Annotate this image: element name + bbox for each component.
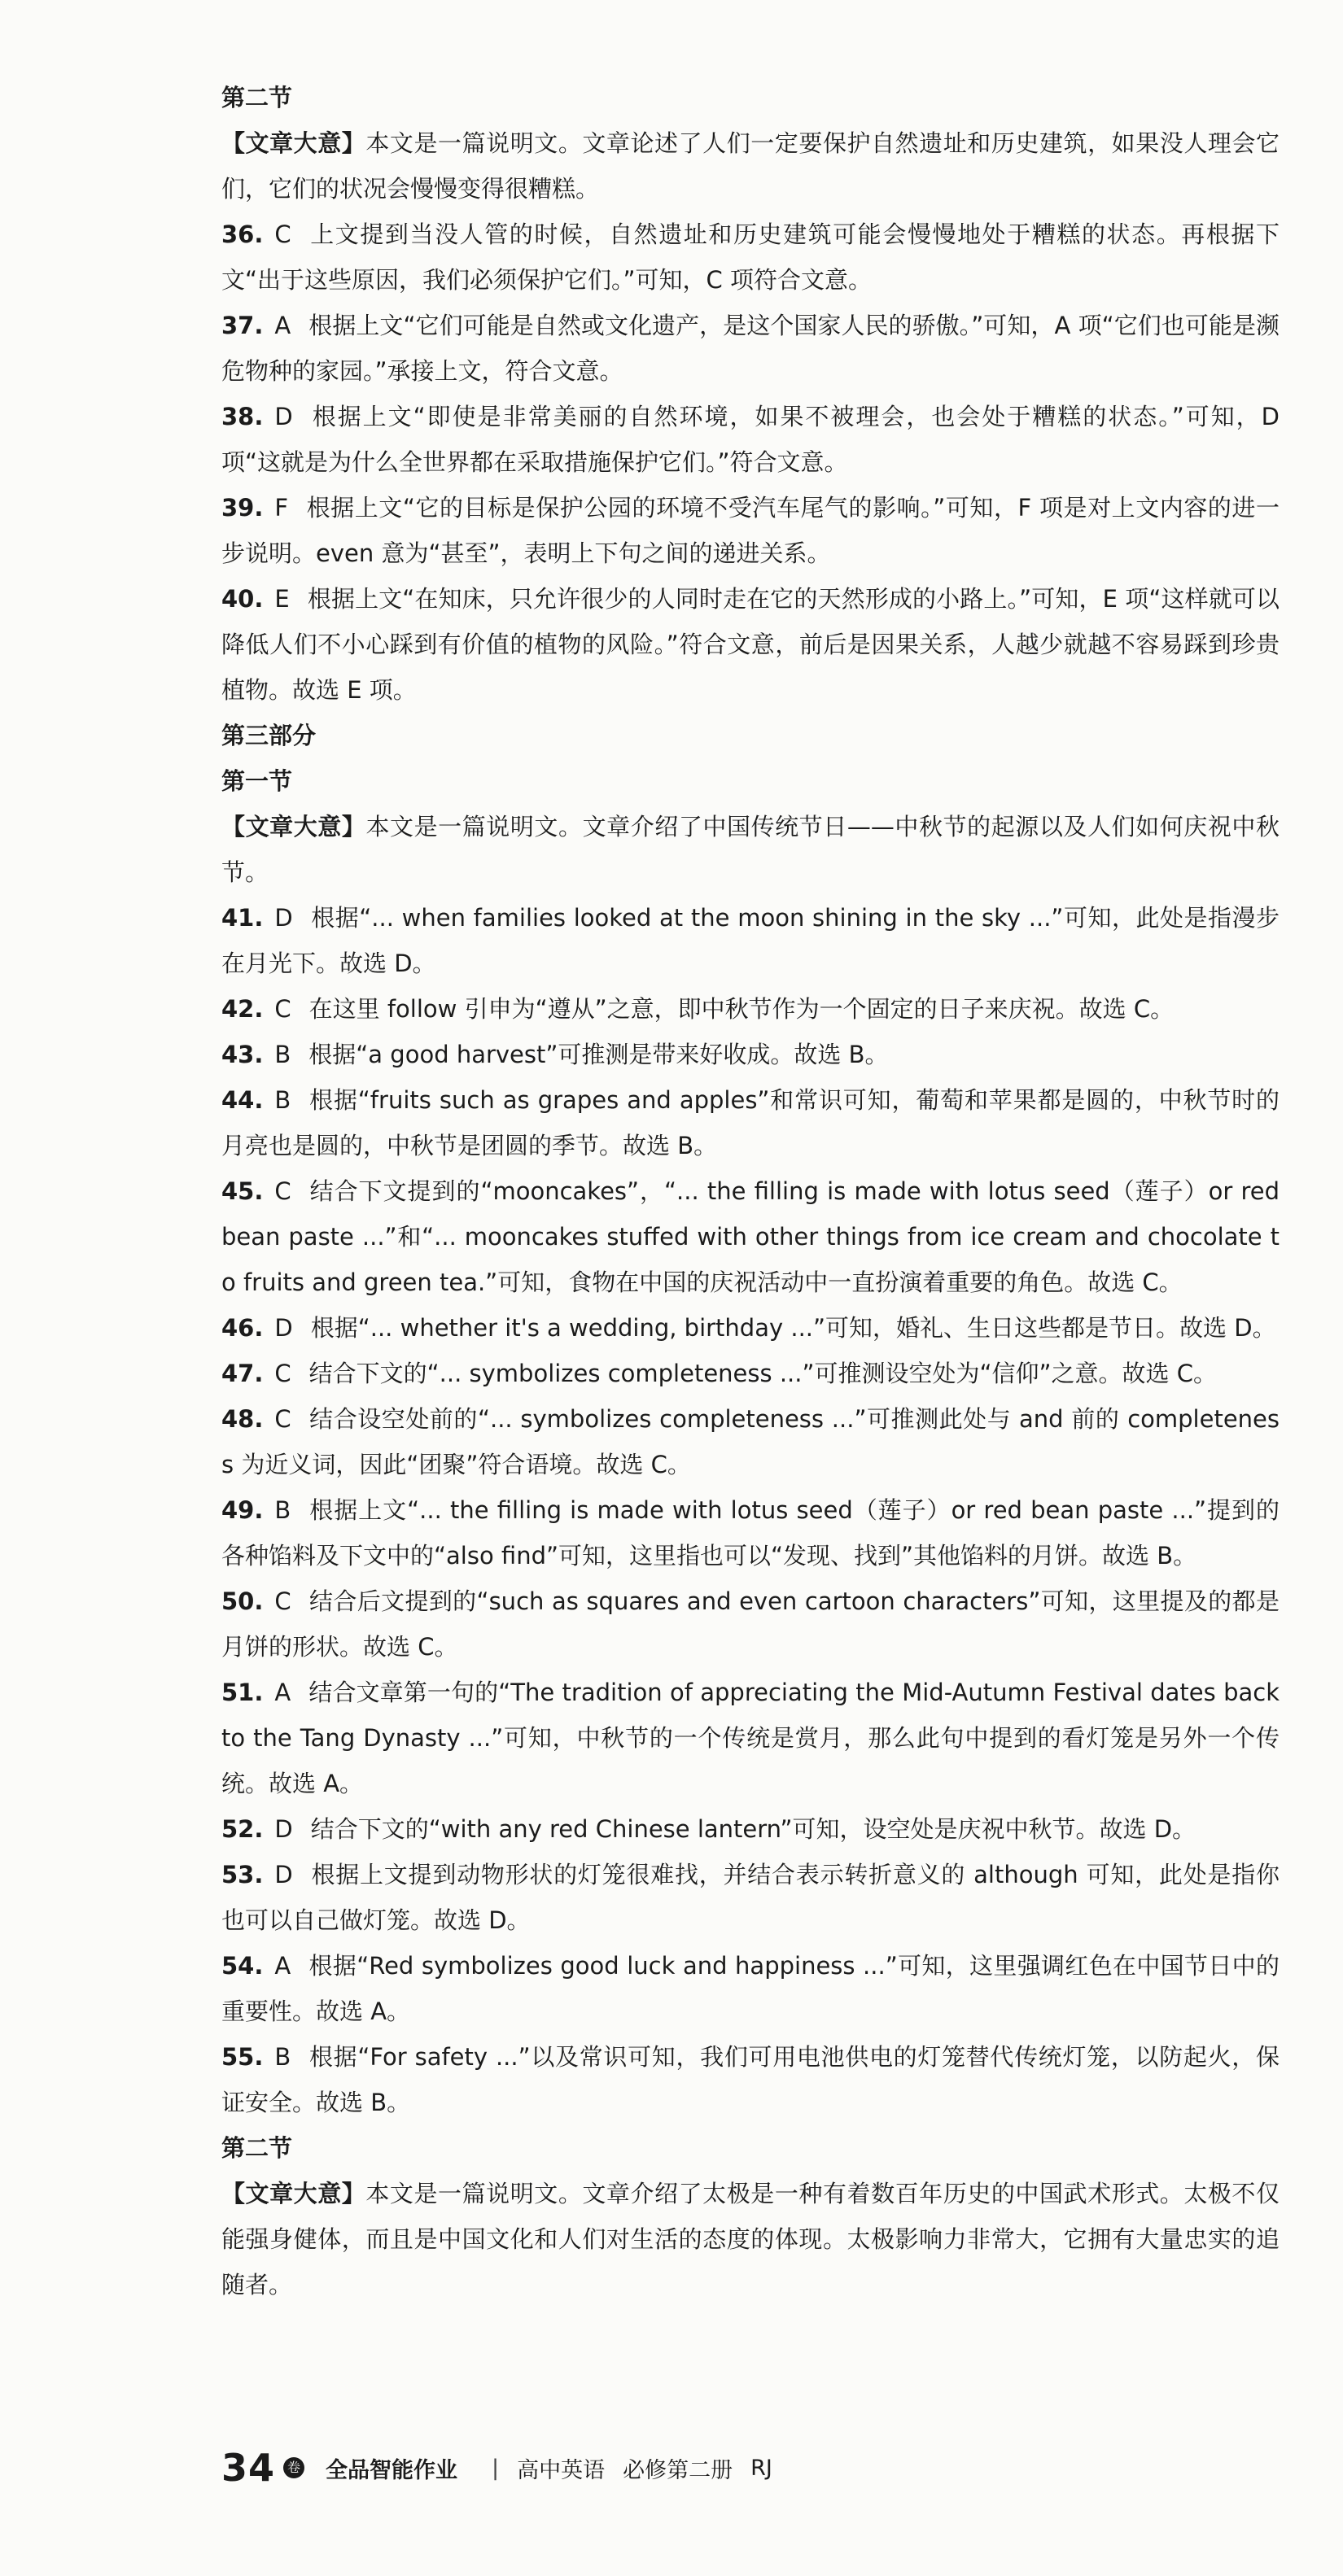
- answer-item: [221, 1032, 1280, 1077]
- answer-item: [221, 895, 1280, 986]
- answer-item: [221, 1578, 1280, 1670]
- explanation-text: 根据上文“它们可能是自然或文化遗产，是这个国家人民的骄傲。”可知，A 项“它们也可能是濒危物种的家园。”承接上文，符合文意。: [221, 312, 1280, 385]
- summary-text: 本文是一篇说明文。文章介绍了太极是一种有着数百年历史的中国武术形式。太极不仅能强身健体，而且是中国文化和人们对生活的态度的体现。太极影响力非常大，它拥有大量忠实的追随者。: [221, 2180, 1280, 2299]
- explanation-text: 根据“... when families looked at the moon shining in the sky ...”可知，此处是指漫步在月光下。故选 D。: [221, 904, 1280, 977]
- question-number: 39.: [221, 494, 264, 522]
- question-number: 47.: [221, 1360, 264, 1387]
- explanation-text: 结合下文的“with any red Chinese lantern”可知，设空处是庆祝中秋节。故选 D。: [310, 1815, 1196, 1843]
- question-number: 41.: [221, 904, 264, 932]
- answer-item: [221, 394, 1280, 485]
- question-number: 48.: [221, 1405, 264, 1433]
- question-number: 53.: [221, 1861, 264, 1888]
- question-number: 49.: [221, 1496, 264, 1524]
- question-number: 37.: [221, 312, 264, 339]
- explanation-text: 上文提到当没人管的时候，自然遗址和历史建筑可能会慢慢地处于糟糕的状态。再根据下文“出于这些原因，我们必须保护它们。”可知，C 项符合文意。: [221, 220, 1280, 294]
- explanation-text: 根据“For safety ...”以及常识可知，我们可用电池供电的灯笼替代传统灯笼，以防起火，保证安全。故选 B。: [221, 2043, 1280, 2116]
- volume-label: 必修第二册: [623, 2457, 733, 2483]
- explanation-text: 根据“Red symbolizes good luck and happiness ...”可知，这里强调红色在中国节日中的重要性。故选 A。: [221, 1952, 1280, 2025]
- answer-item: [221, 1077, 1280, 1168]
- section-heading: 第一节: [221, 767, 293, 795]
- question-number: 51.: [221, 1679, 264, 1706]
- answer-item: [221, 1168, 1280, 1305]
- answer-letter: C: [274, 1360, 291, 1387]
- section-heading: 第三部分: [221, 722, 317, 749]
- question-number: 54.: [221, 1952, 264, 1980]
- question-number: 55.: [221, 2043, 264, 2071]
- answer-item: [221, 1670, 1280, 1806]
- question-number: 45.: [221, 1177, 264, 1205]
- question-number: 52.: [221, 1815, 264, 1843]
- explanation-text: 根据上文“即使是非常美丽的自然环境，如果不被理会，也会处于糟糕的状态。”可知，D 项“这就是为什么全世界都在采取措施保护它们。”符合文意。: [221, 403, 1280, 476]
- answer-letter: D: [274, 1314, 293, 1342]
- explanation-text: 根据上文“它的目标是保护公园的环境不受汽车尾气的影响。”可知，F 项是对上文内容的进一步说明。even 意为“甚至”，表明上下句之间的递进关系。: [221, 494, 1280, 567]
- question-number: 44.: [221, 1086, 264, 1114]
- book-badge-icon: 卷: [283, 2457, 304, 2478]
- explanation-text: 结合下文的“... symbolizes completeness ...”可推测设空处为“信仰”之意。故选 C。: [308, 1360, 1218, 1387]
- footer-separator: |: [492, 2455, 500, 2481]
- summary-tag: 【文章大意】: [221, 813, 366, 840]
- explanation-text: 根据“a good harvest”可推测是带来好收成。故选 B。: [308, 1041, 889, 1068]
- answer-letter: E: [274, 585, 290, 613]
- explanation-text: 根据上文“... the filling is made with lotus seed（莲子）or red bean paste ...”提到的各种馅料及下文中的“also find”可知，这里指也可以“发现、找到”其他馅料的月饼。故选 B。: [221, 1496, 1280, 1570]
- summary-tag: 【文章大意】: [221, 129, 366, 157]
- explanation-text: 在这里 follow 引申为“遵从”之意，即中秋节作为一个固定的日子来庆祝。故选 C。: [308, 995, 1175, 1023]
- answer-letter: B: [274, 1041, 291, 1068]
- explanation-text: 结合后文提到的“such as squares and even cartoon characters”可知，这里提及的都是月饼的形状。故选 C。: [221, 1587, 1280, 1661]
- answer-letter: A: [274, 312, 291, 339]
- question-number: 38.: [221, 403, 264, 430]
- question-number: 46.: [221, 1314, 264, 1342]
- page-number: 34: [221, 2446, 276, 2490]
- answer-letter: B: [274, 1496, 291, 1524]
- answer-item: [221, 986, 1280, 1032]
- subject-label: 高中英语: [517, 2457, 606, 2483]
- answer-letter: C: [274, 1587, 291, 1615]
- summary-tag: 【文章大意】: [221, 2180, 366, 2207]
- answer-item: [221, 576, 1280, 713]
- question-number: 42.: [221, 995, 264, 1023]
- edition-label: RJ: [750, 2455, 772, 2481]
- answer-letter: D: [274, 403, 293, 430]
- answer-letter: C: [274, 1177, 291, 1205]
- answer-letter: D: [274, 1861, 293, 1888]
- answer-item: [221, 212, 1280, 303]
- answer-item: [221, 485, 1280, 576]
- answer-letter: F: [274, 494, 289, 522]
- answer-item: [221, 1943, 1280, 2034]
- brand-name: 全品智能作业: [326, 2457, 458, 2483]
- explanation-text: 根据上文提到动物形状的灯笼很难找，并结合表示转折意义的 although 可知，此处是指你也可以自己做灯笼。故选 D。: [221, 1861, 1280, 1934]
- question-number: 36.: [221, 220, 264, 248]
- question-number: 43.: [221, 1041, 264, 1068]
- answer-letter: C: [274, 995, 291, 1023]
- answer-item: [221, 1852, 1280, 1943]
- answer-content: [221, 75, 1280, 2307]
- answer-item: [221, 1351, 1280, 1396]
- answer-letter: B: [274, 1086, 291, 1114]
- page-footer: [221, 2439, 790, 2496]
- explanation-text: 根据“fruits such as grapes and apples”和常识可知，葡萄和苹果都是圆的，中秋节时的月亮也是圆的，中秋节是团圆的季节。故选 B。: [221, 1086, 1280, 1159]
- explanation-text: 结合文章第一句的“The tradition of appreciating the Mid-Autumn Festival dates back to the Tang Dynasty ...”可知，中秋节的一个传统是赏月，那么此句中提到的看灯笼是另外一个传统。故选 A。: [221, 1679, 1280, 1797]
- summary-text: 本文是一篇说明文。文章介绍了中国传统节日——中秋节的起源以及人们如何庆祝中秋节。: [221, 813, 1280, 886]
- answer-item: [221, 1396, 1280, 1487]
- answer-letter: A: [274, 1679, 291, 1706]
- answer-letter: D: [274, 1815, 293, 1843]
- answer-letter: C: [274, 1405, 291, 1433]
- explanation-text: 结合下文提到的“mooncakes”，“... the filling is made with lotus seed（莲子）or red bean paste ...”和“... mooncakes stuffed with other things from ice cream and chocolate to fruits and green tea.”可知，食物在中国的庆祝活动中一直扮演着重要的角色。故选 C。: [221, 1177, 1280, 1296]
- summary-text: 本文是一篇说明文。文章论述了人们一定要保护自然遗址和历史建筑，如果没人理会它们，它们的状况会慢慢变得很糟糕。: [221, 129, 1280, 203]
- answer-letter: A: [274, 1952, 291, 1980]
- answer-letter: D: [274, 904, 293, 932]
- explanation-text: 根据上文“在知床，只允许很少的人同时走在它的天然形成的小路上。”可知，E 项“这样就可以降低人们不小心踩到有价值的植物的风险。”符合文意，前后是因果关系，人越少就越不容易踩到珍贵植物。故选 E 项。: [221, 585, 1280, 704]
- question-number: 40.: [221, 585, 264, 613]
- answer-item: [221, 2034, 1280, 2125]
- article-summary: [221, 2171, 1280, 2307]
- answer-letter: B: [274, 2043, 291, 2071]
- answer-item: [221, 1487, 1280, 1578]
- answer-item: [221, 1806, 1280, 1852]
- answer-letter: C: [274, 220, 291, 248]
- answer-item: [221, 303, 1280, 394]
- answer-item: [221, 1305, 1280, 1351]
- section-heading: 第二节: [221, 2134, 293, 2162]
- question-number: 50.: [221, 1587, 264, 1615]
- article-summary: [221, 120, 1280, 212]
- section-heading: 第二节: [221, 84, 293, 111]
- article-summary: [221, 804, 1280, 895]
- explanation-text: 结合设空处前的“... symbolizes completeness ...”可推测此处与 and 前的 completeness 为近义词，因此“团聚”符合语境。故选 C。: [221, 1405, 1280, 1478]
- explanation-text: 根据“... whether it's a wedding, birthday ...”可知，婚礼、生日这些都是节日。故选 D。: [310, 1314, 1276, 1342]
